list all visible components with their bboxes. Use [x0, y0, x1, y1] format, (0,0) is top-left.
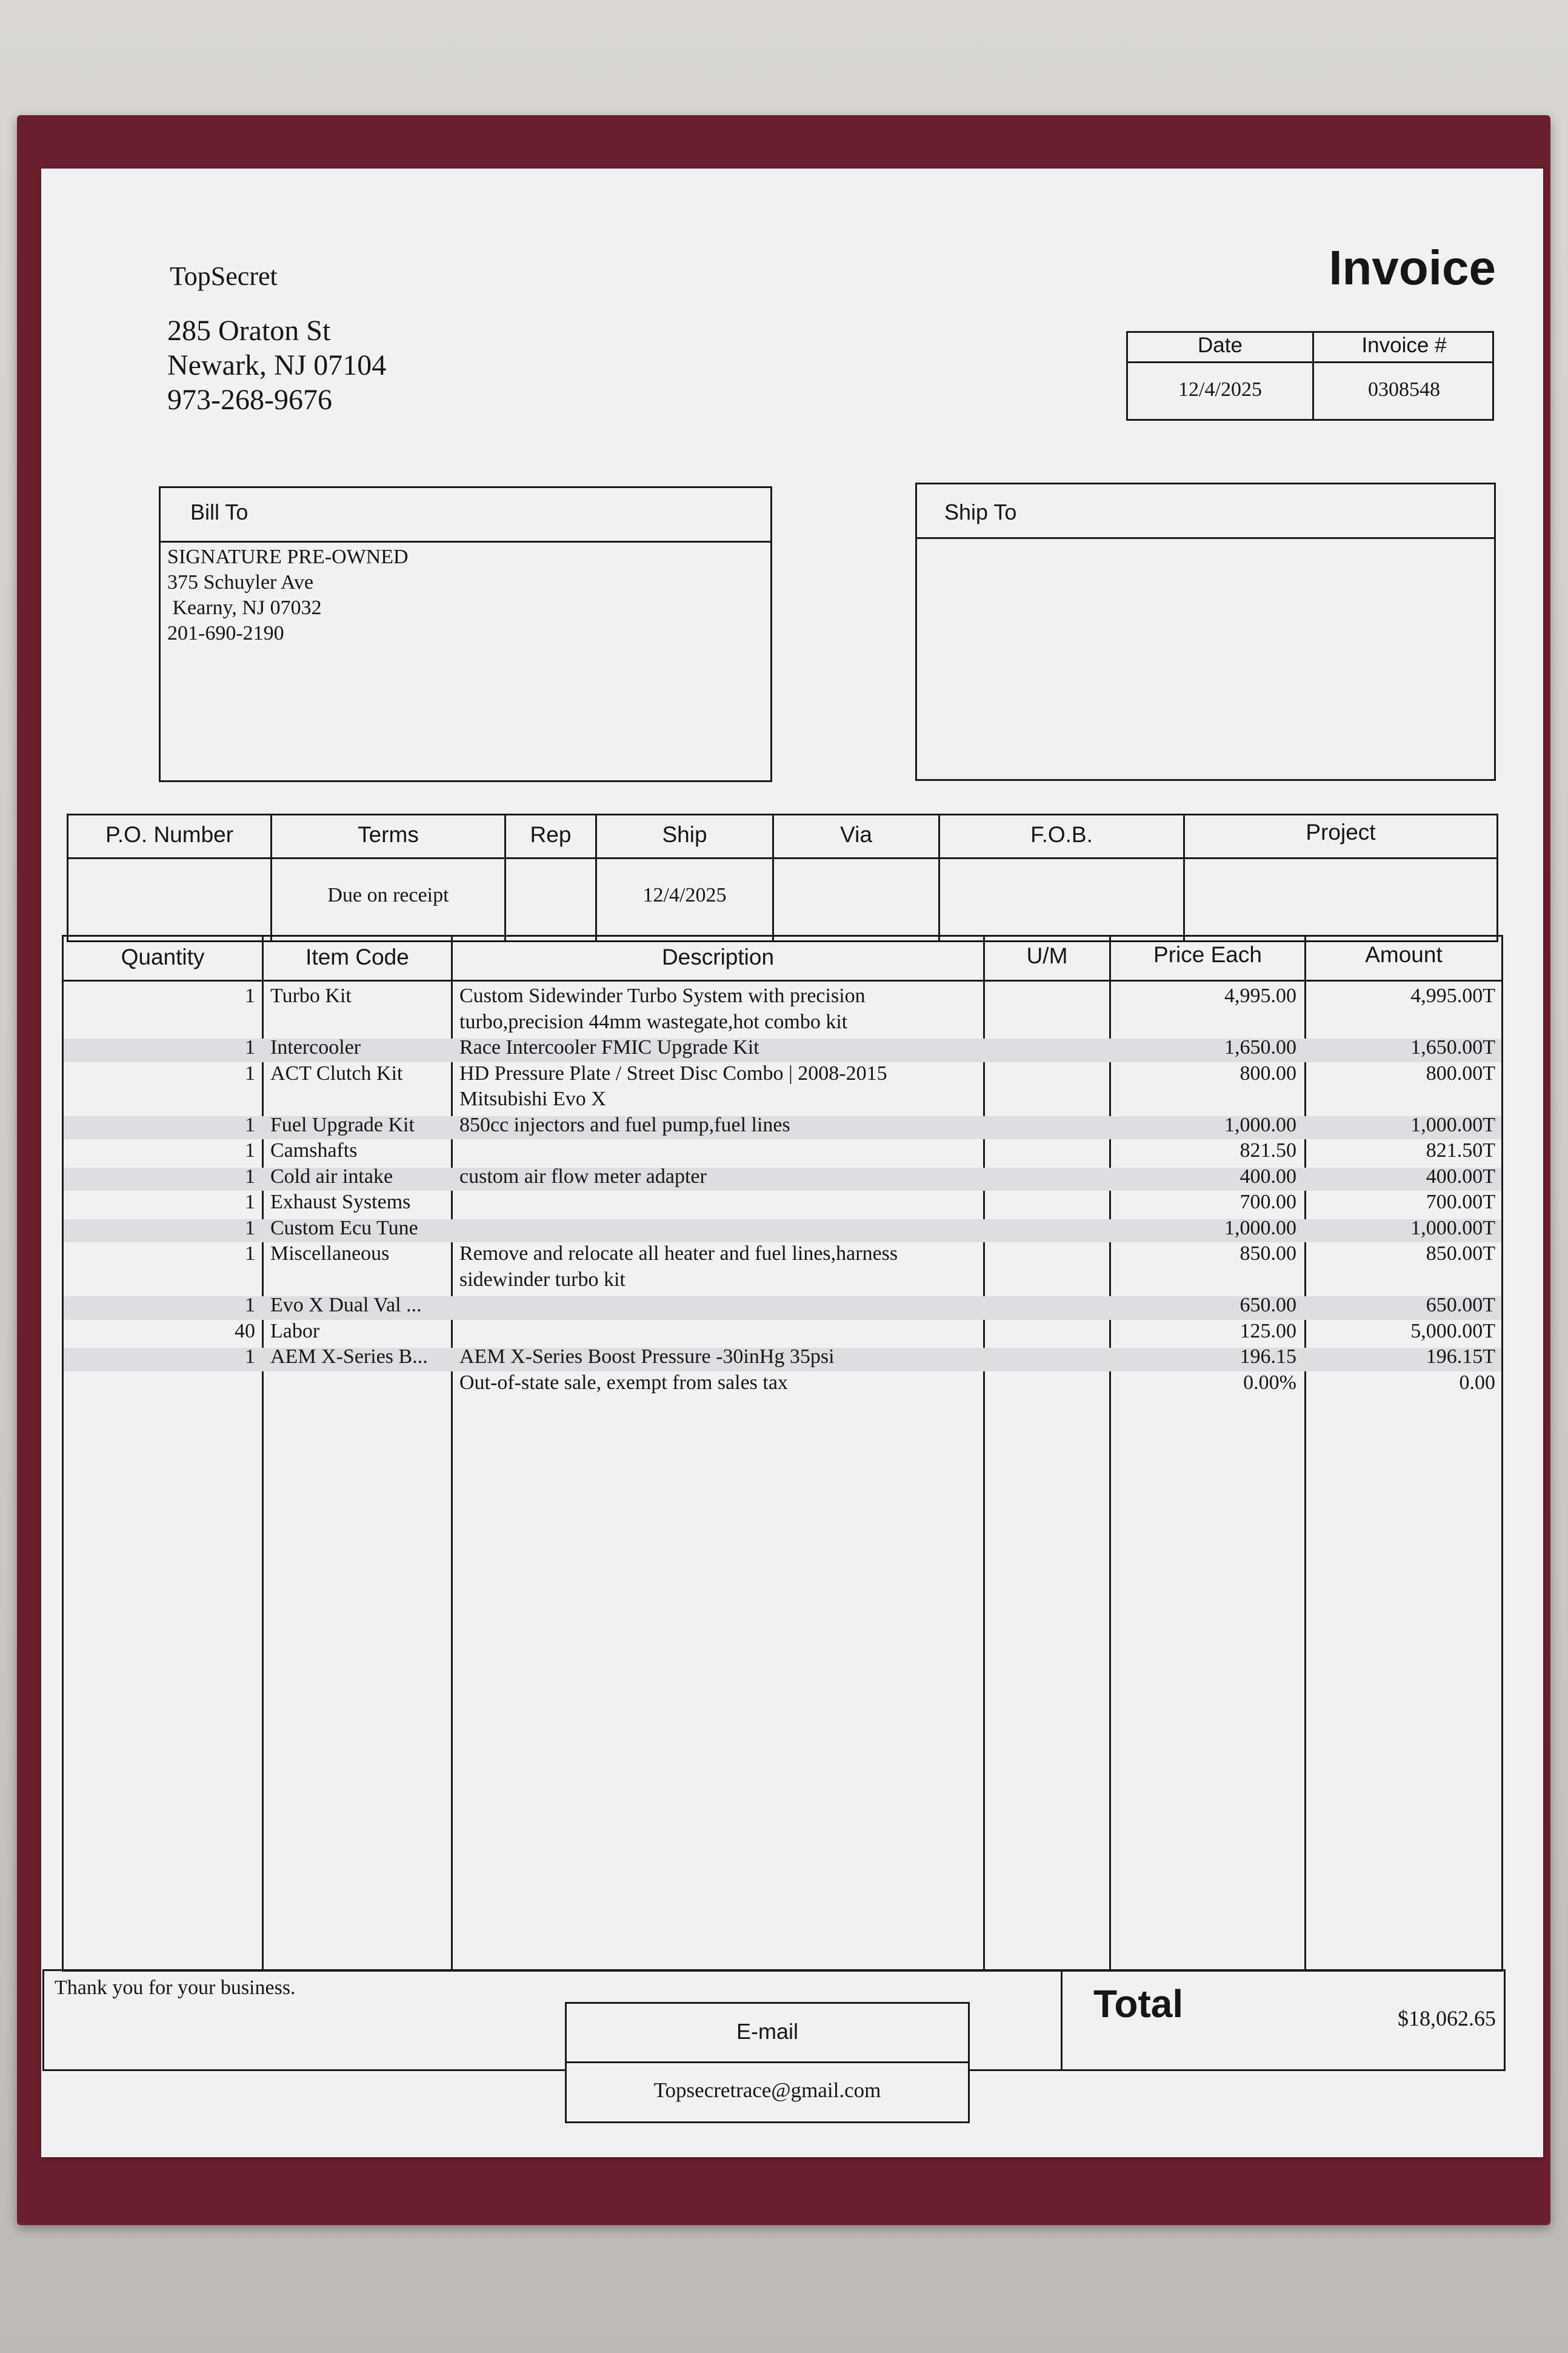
- bill-to-line-1: SIGNATURE PRE-OWNED: [167, 546, 409, 568]
- row-quantity: 1: [245, 1242, 255, 1265]
- row-description: turbo,precision 44mm wastegate,hot combo kit: [459, 1010, 848, 1033]
- price-each-header: Price Each: [1153, 942, 1262, 967]
- invoice-title: Invoice: [1329, 241, 1496, 295]
- row-price-each: 850.00: [1239, 1242, 1296, 1265]
- row-amount: 800.00T: [1426, 1062, 1495, 1085]
- row-price-each: 821.50: [1239, 1139, 1296, 1162]
- row-item-code: Cold air intake: [270, 1165, 393, 1188]
- row-item-code: Miscellaneous: [270, 1242, 390, 1265]
- row-amount: 5,000.00T: [1410, 1319, 1495, 1342]
- row-description: HD Pressure Plate / Street Disc Combo | 2008-2015: [459, 1062, 887, 1085]
- row-quantity: 1: [245, 1113, 255, 1136]
- company-city: Newark, NJ 07104: [167, 349, 387, 381]
- email-value: Topsecretrace@gmail.com: [653, 2078, 881, 2102]
- row-price-each: 196.15: [1239, 1345, 1296, 1368]
- row-quantity: 1: [245, 985, 255, 1007]
- bill-to-label: Bill To: [190, 500, 249, 524]
- bill-to-line-4: 201-690-2190: [167, 622, 284, 644]
- row-quantity: 1: [245, 1139, 255, 1162]
- row-description: AEM X-Series Boost Pressure -30inHg 35psi: [459, 1345, 835, 1368]
- row-price-each: 125.00: [1239, 1319, 1296, 1342]
- company-street: 285 Oraton St: [167, 315, 331, 347]
- row-amount: 1,650.00T: [1410, 1036, 1495, 1059]
- date-value: 12/4/2025: [1178, 378, 1262, 401]
- row-item-code: Labor: [270, 1319, 320, 1342]
- invoice-number-label: Invoice #: [1361, 333, 1447, 357]
- row-quantity: 1: [245, 1216, 255, 1239]
- row-description: sidewinder turbo kit: [459, 1268, 626, 1291]
- row-amount: 1,000.00T: [1410, 1113, 1495, 1136]
- row-amount: 196.15T: [1426, 1345, 1495, 1368]
- row-amount: 700.00T: [1426, 1191, 1495, 1213]
- quantity-header: Quantity: [121, 945, 205, 969]
- row-item-code: Evo X Dual Val ...: [270, 1294, 422, 1316]
- item-code-header: Item Code: [305, 945, 409, 969]
- row-description: Out-of-state sale, exempt from sales tax: [459, 1371, 788, 1394]
- row-quantity: 1: [245, 1294, 255, 1316]
- ship-to-box: [915, 483, 1496, 781]
- row-description: custom air flow meter adapter: [459, 1165, 707, 1188]
- ship-value: 12/4/2025: [642, 884, 727, 906]
- via-header: Via: [840, 822, 872, 847]
- row-item-code: Turbo Kit: [270, 985, 352, 1007]
- fob-header: F.O.B.: [1030, 822, 1093, 847]
- company-phone: 973-268-9676: [167, 384, 332, 416]
- row-item-code: AEM X-Series B...: [270, 1345, 428, 1368]
- row-price-each: 650.00: [1239, 1294, 1296, 1316]
- row-price-each: 700.00: [1239, 1191, 1296, 1213]
- invoice-number-value: 0308548: [1368, 378, 1440, 401]
- project-header: Project: [1306, 820, 1376, 845]
- row-price-each: 1,000.00: [1224, 1113, 1296, 1136]
- row-quantity: 1: [245, 1191, 255, 1213]
- row-price-each: 4,995.00: [1224, 985, 1296, 1007]
- terms-value: Due on receipt: [327, 884, 449, 906]
- rep-header: Rep: [530, 822, 572, 847]
- row-description: 850cc injectors and fuel pump,fuel lines: [459, 1113, 790, 1136]
- row-amount: 821.50T: [1426, 1139, 1495, 1162]
- row-item-code: Custom Ecu Tune: [270, 1216, 418, 1239]
- row-price-each: 0.00%: [1243, 1371, 1296, 1394]
- amount-header: Amount: [1365, 942, 1443, 967]
- date-label: Date: [1198, 333, 1243, 357]
- ship-to-label: Ship To: [944, 500, 1017, 524]
- row-description: Race Intercooler FMIC Upgrade Kit: [459, 1036, 759, 1059]
- row-quantity: 40: [235, 1319, 255, 1342]
- row-amount: 650.00T: [1426, 1294, 1495, 1316]
- row-quantity: 1: [245, 1165, 255, 1188]
- row-description: Custom Sidewinder Turbo System with precision: [459, 985, 866, 1007]
- row-description: Remove and relocate all heater and fuel lines,harness: [459, 1242, 898, 1265]
- thank-you-message: Thank you for your business.: [55, 1976, 296, 1999]
- ship-header: Ship: [662, 822, 707, 847]
- description-header: Description: [661, 945, 775, 969]
- row-item-code: Exhaust Systems: [270, 1191, 411, 1213]
- row-price-each: 400.00: [1239, 1165, 1296, 1188]
- row-item-code: Fuel Upgrade Kit: [270, 1113, 415, 1136]
- terms-header: Terms: [358, 822, 419, 847]
- row-amount: 400.00T: [1426, 1165, 1495, 1188]
- row-quantity: 1: [245, 1345, 255, 1368]
- invoice-paper: [41, 169, 1543, 2157]
- row-item-code: Camshafts: [270, 1139, 358, 1162]
- total-value: $18,062.65: [1398, 2006, 1496, 2030]
- row-item-code: Intercooler: [270, 1036, 361, 1059]
- row-amount: 0.00: [1459, 1371, 1495, 1394]
- po-number-header: P.O. Number: [105, 822, 234, 847]
- row-item-code: ACT Clutch Kit: [270, 1062, 403, 1085]
- row-price-each: 800.00: [1239, 1062, 1296, 1085]
- email-label: E-mail: [736, 2019, 798, 2044]
- row-description: Mitsubishi Evo X: [459, 1088, 606, 1110]
- company-name: TopSecret: [170, 261, 278, 291]
- row-amount: 850.00T: [1426, 1242, 1495, 1265]
- row-amount: 1,000.00T: [1410, 1216, 1495, 1239]
- row-price-each: 1,000.00: [1224, 1216, 1296, 1239]
- row-quantity: 1: [245, 1062, 255, 1085]
- bill-to-line-2: 375 Schuyler Ave: [167, 571, 314, 594]
- row-amount: 4,995.00T: [1410, 985, 1495, 1007]
- total-label: Total: [1093, 1982, 1184, 2026]
- bill-to-line-3: Kearny, NJ 07032: [167, 597, 322, 619]
- row-quantity: 1: [245, 1036, 255, 1059]
- row-price-each: 1,650.00: [1224, 1036, 1296, 1059]
- um-header: U/M: [1026, 943, 1068, 968]
